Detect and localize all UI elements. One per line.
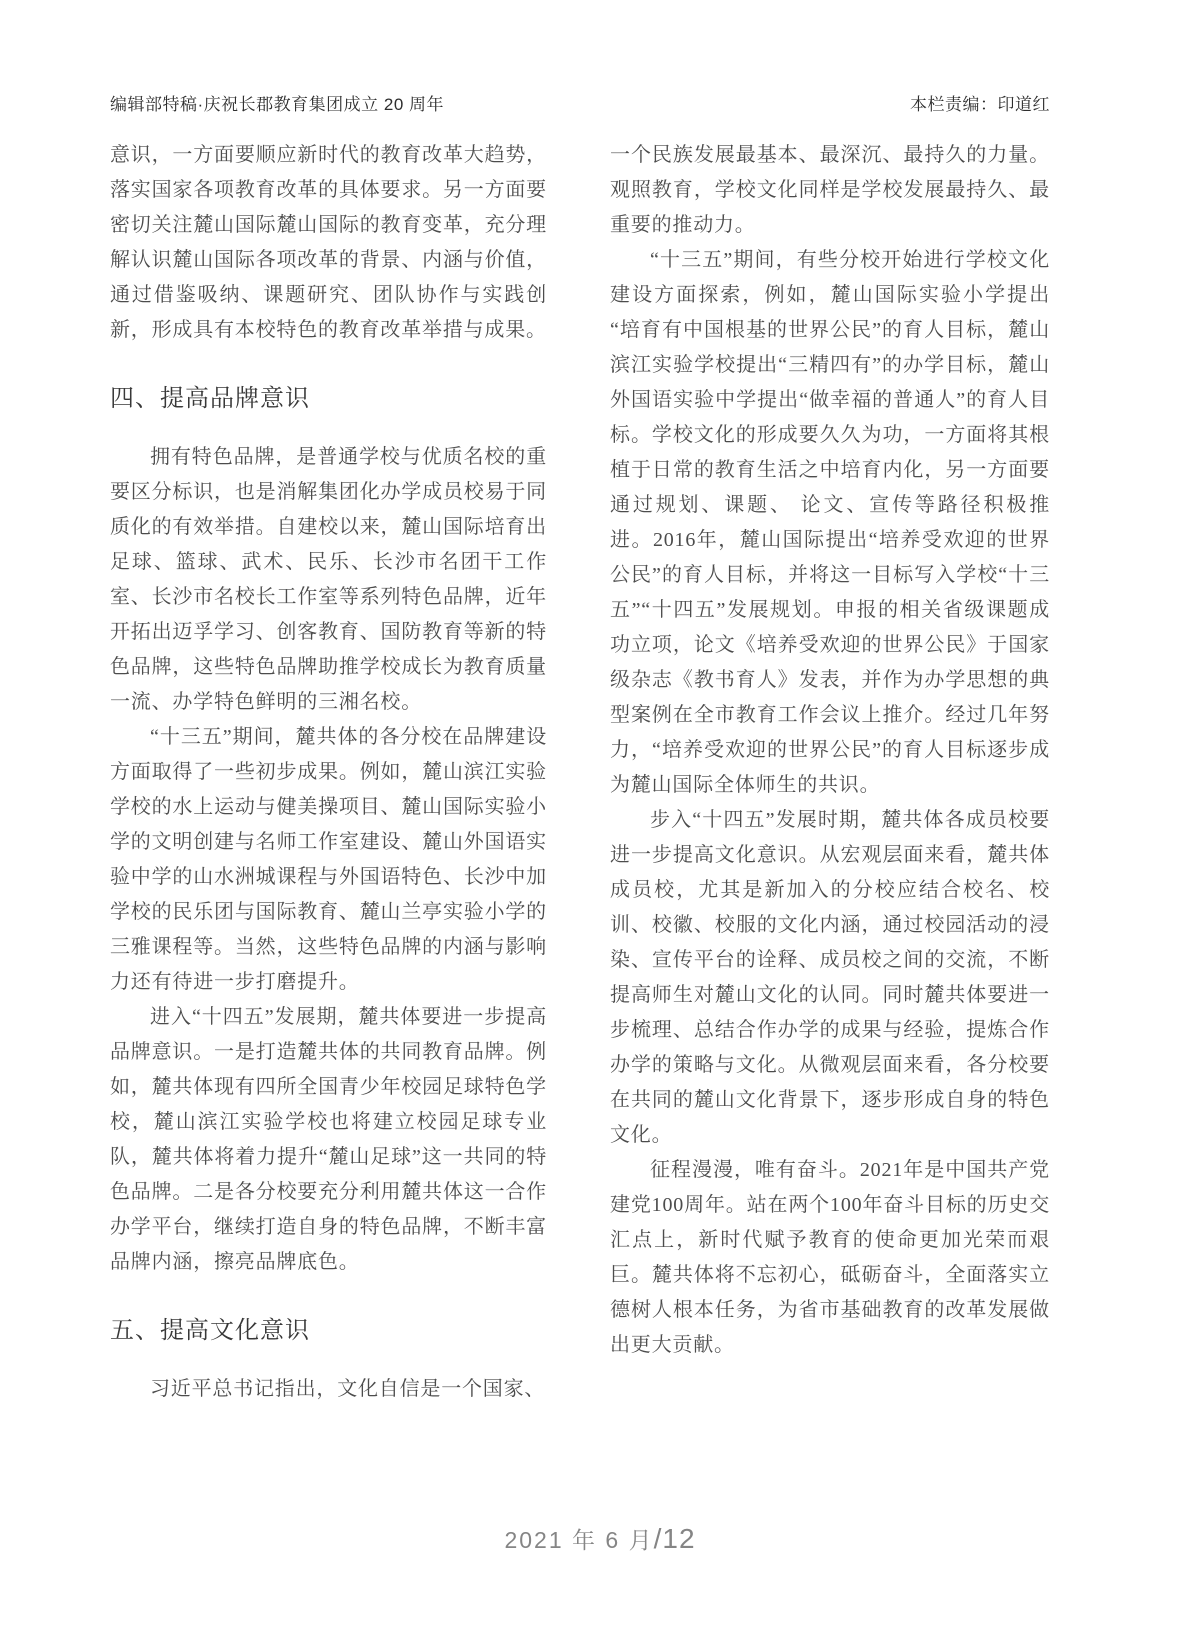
- header-editor-credit: 本栏责编：印道红: [910, 95, 1050, 114]
- right-paragraph-3: 步入“十四五”发展时期，麓共体各成员校要进一步提高文化意识。从宏观层面来看，麓共体成员校，尤其是新加入的分校应结合校名、校训、校徽、校服的文化内涵，通过校园活动的浸染、宣传平台的诠释、成员校之间的交流，不断提高师生对麓山文化的认同。同时麓共体要进一步梳理、总结合作办学的成果与经验，提炼合作办学的策略与文化。从微观层面来看，各分校要在共同的麓山文化背景下，逐步形成自身的特色文化。: [610, 809, 1050, 1146]
- page-footer: [0, 1522, 1200, 1555]
- section4-paragraph-1: 拥有特色品牌，是普通学校与优质名校的重要区分标识，也是消解集团化办学成员校易于同质化的有效举措。自建校以来，麓山国际培育出足球、篮球、武术、民乐、长沙市名团干工作室、长沙市名校长工作室等系列特色品牌，近年开拓出迈孚学习、创客教育、国防教育等新的特色品牌，这些特色品牌助推学校成长为教育质量一流、办学特色鲜明的三湘名校。: [110, 446, 547, 713]
- article-body: [110, 138, 1050, 1407]
- section-heading-4: 四、提高品牌意识: [110, 385, 310, 412]
- right-column: [610, 138, 1050, 1407]
- section-heading-5: 五、提高文化意识: [110, 1317, 310, 1344]
- page-header: [110, 90, 1050, 115]
- section4-paragraph-3: 进入“十四五”发展期，麓共体要进一步提高品牌意识。一是打造麓共体的共同教育品牌。例如，麓共体现有四所全国青少年校园足球特色学校，麓山滨江实验学校也将建立校园足球专业队，麓共体将着力提升“麓山足球”这一共同的特色品牌。二是各分校要充分利用麓共体这一合作办学平台，继续打造自身的特色品牌，不断丰富品牌内涵，擦亮品牌底色。: [110, 1006, 547, 1273]
- right-paragraph-2: “十三五”期间，有些分校开始进行学校文化建设方面探索，例如，麓山国际实验小学提出“培育有中国根基的世界公民”的育人目标，麓山滨江实验学校提出“三精四有”的办学目标，麓山外国语实验中学提出“做幸福的普通人”的育人目标。学校文化的形成要久久为功，一方面将其根植于日常的教育生活之中培育内化，另一方面要通过规划、课题、 论文、宣传等路径积极推进。2016年，麓山国际提出“培养受欢迎的世界公民”的育人目标，并将这一目标写入学校“十三五”“十四五”发展规划。申报的相关省级课题成功立项，论文《培养受欢迎的世界公民》于国家级杂志《教书育人》发表，并作为办学思想的典型案例在全市教育工作会议上推介。经过几年努力，“培养受欢迎的世界公民”的育人目标逐步成为麓山国际全体师生的共识。: [610, 249, 1050, 796]
- issue-date: 2021 年 6 月: [504, 1527, 654, 1553]
- right-paragraph-4: 征程漫漫，唯有奋斗。2021年是中国共产党建党100周年。站在两个100年奋斗目标的历史交汇点上，新时代赋予教育的使命更加光荣而艰巨。麓共体将不忘初心，砥砺奋斗，全面落实立德树人根本任务，为省市基础教育的改革发展做出更大贡献。: [610, 1159, 1050, 1356]
- section5-paragraph-1: 习近平总书记指出，文化自信是一个国家、: [150, 1378, 546, 1400]
- right-paragraph-1: 一个民族发展最基本、最深沉、最持久的力量。观照教育，学校文化同样是学校发展最持久、最重要的推动力。: [610, 144, 1050, 236]
- section4-paragraph-2: “十三五”期间，麓共体的各分校在品牌建设方面取得了一些初步成果。例如，麓山滨江实验学校的水上运动与健美操项目、麓山国际实验小学的文明创建与名师工作室建设、麓山外国语实验中学的山水洲城课程与外国语特色、长沙中加学校的民乐团与国际教育、麓山兰亭实验小学的三雅课程等。当然，这些特色品牌的内涵与影响力还有待进一步打磨提升。: [110, 726, 547, 993]
- header-column-title: 编辑部特稿·庆祝长郡教育集团成立 20 周年: [110, 95, 445, 114]
- left-column: [110, 138, 547, 1407]
- page-number: /12: [653, 1523, 696, 1554]
- paragraph-continuation: 意识，一方面要顺应新时代的教育改革大趋势，落实国家各项教育改革的具体要求。另一方面要密切关注麓山国际麓山国际的教育变革，充分理解认识麓山国际各项改革的背景、内涵与价值，通过借鉴吸纳、课题研究、团队协作与实践创新，形成具有本校特色的教育改革举措与成果。: [110, 144, 547, 341]
